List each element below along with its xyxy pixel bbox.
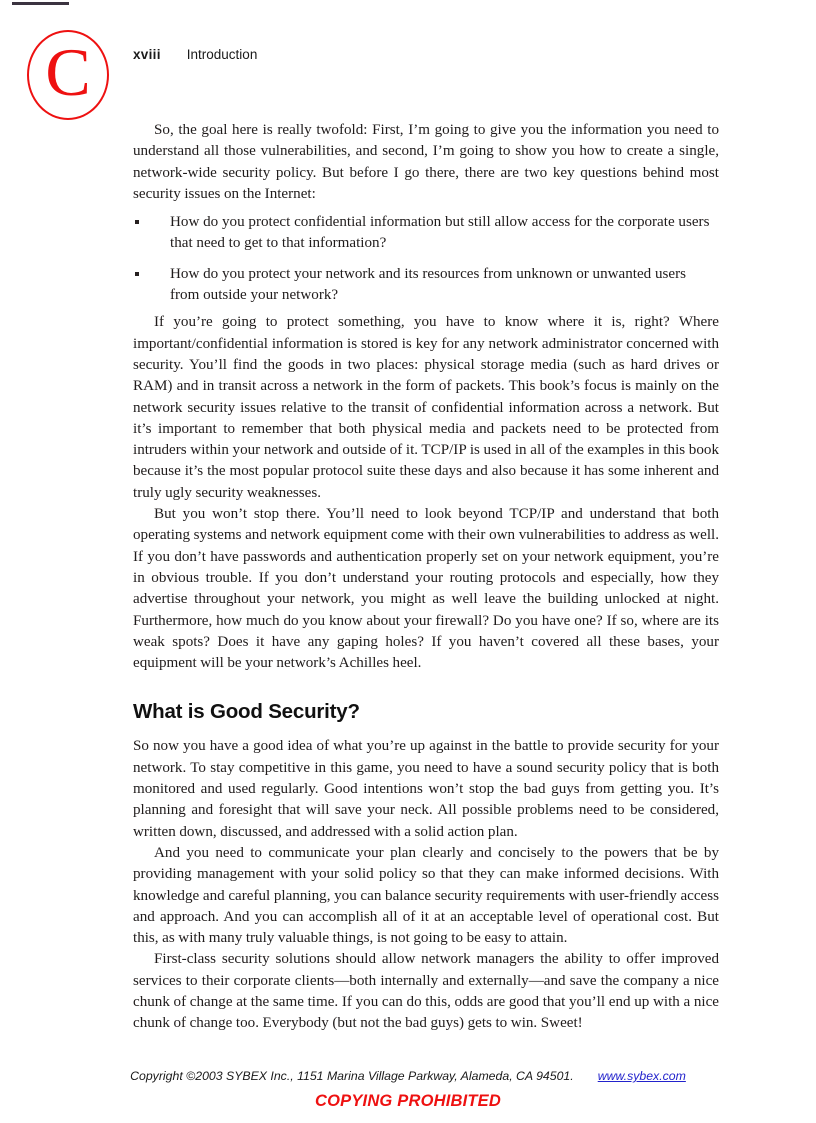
chapter-logo-badge <box>27 30 109 120</box>
question-bullet-list <box>133 212 719 306</box>
paragraph-2: If you’re going to protect something, you have to know where it is, right? Where important/confidential information is stored is key for any network administrator concerned with security. You’ll find the goods in two places: physical storage media (such as hard drives or RAM) and in transit across a network in the form of packets. This book’s focus is mainly on the network security issues relative to the transit of confidential information across a network. But it’s important to remember that both physical media and packets need to be protected from intruders within your network and outside of it. TCP/IP is used in all of the examples in this book because it’s the most popular protocol suite these days and also because it has some inherent and truly ugly security weaknesses. <box>133 314 719 501</box>
page-footer <box>0 1069 816 1111</box>
square-bullet-icon <box>135 272 139 276</box>
list-item-label: How do you protect your network and its resources from unknown or unwanted users from outside your network? <box>170 265 687 304</box>
copying-prohibited-notice: COPYING PROHIBITED <box>314 1092 502 1110</box>
scan-artifact-line <box>12 2 69 5</box>
list-item <box>133 264 719 307</box>
sybex-website-link[interactable]: www.sybex.com <box>597 1069 686 1083</box>
paragraph-5: And you need to communicate your plan clearly and concisely to the powers that be by providing management with your solid policy so that they can make informed decisions. With knowledge and careful planning, you can balance security requirements with user-friendly access and approach. And you can accomplish all of it at an acceptable level of operational cost. But this, as with many truly valuable things, is not going to be easy to attain. <box>133 844 719 947</box>
page-folio: xviii <box>133 47 161 62</box>
list-item-label: How do you protect confidential information but still allow access for the corporate users that need to get to that information? <box>170 214 710 252</box>
square-bullet-icon <box>135 220 139 224</box>
copyright-text: Copyright ©2003 SYBEX Inc., 1151 Marina Village Parkway, Alameda, CA 94501. <box>130 1069 574 1083</box>
paragraph-3: But you won’t stop there. You’ll need to look beyond TCP/IP and understand that both operating systems and network equipment come with their own vulnerabilities to address as well. If you don’t have passwords and authentication properly set on your network equipment, you’re in obvious trouble. If you don’t understand your routing protocols and especially, how they advertise throughout your network, you might as well leave the building unlocked at night. Furthermore, how much do you know about your firewall? Do you have one? If so, where are its weak spots? Does it have any gaping holes? If you haven’t covered all these bases, your equipment will be your network’s Achilles heel. <box>133 506 719 672</box>
running-head-title: Introduction <box>186 47 258 62</box>
paragraph-1: So, the goal here is really twofold: First, I’m going to give you the information you need to understand all those vulnerabilities, and second, I’m going to show you how to create a single, network-wide security policy. But before I go there, there are two key questions behind most security issues on the Internet: <box>133 122 719 202</box>
section-heading: What is Good Security? <box>133 700 360 724</box>
running-head <box>133 47 257 62</box>
paragraph-4: So now you have a good idea of what you’re up against in the battle to provide security for your network. To stay competitive in this game, you need to have a sound security policy that is both monitored and used regularly. Good intentions won’t stop the bad guys from getting you. It’s planning and foresight that will save your neck. All possible problems need to be considered, written down, discussed, and addressed with a solid action plan. <box>133 738 719 840</box>
logo-letter: C <box>45 34 91 110</box>
text-column <box>133 120 719 1035</box>
paragraph-6: First-class security solutions should allow network managers the ability to offer improved services to their corporate clients—both internally and externally—and save the company a nice chunk of change at the same time. If you can do this, odds are good that you’ll end up with a nice chunk of change too. Everybody (but not the bad guys) gets to win. Sweet! <box>133 951 719 1032</box>
list-item <box>133 212 719 255</box>
footer-copyright-line <box>0 1069 816 1083</box>
